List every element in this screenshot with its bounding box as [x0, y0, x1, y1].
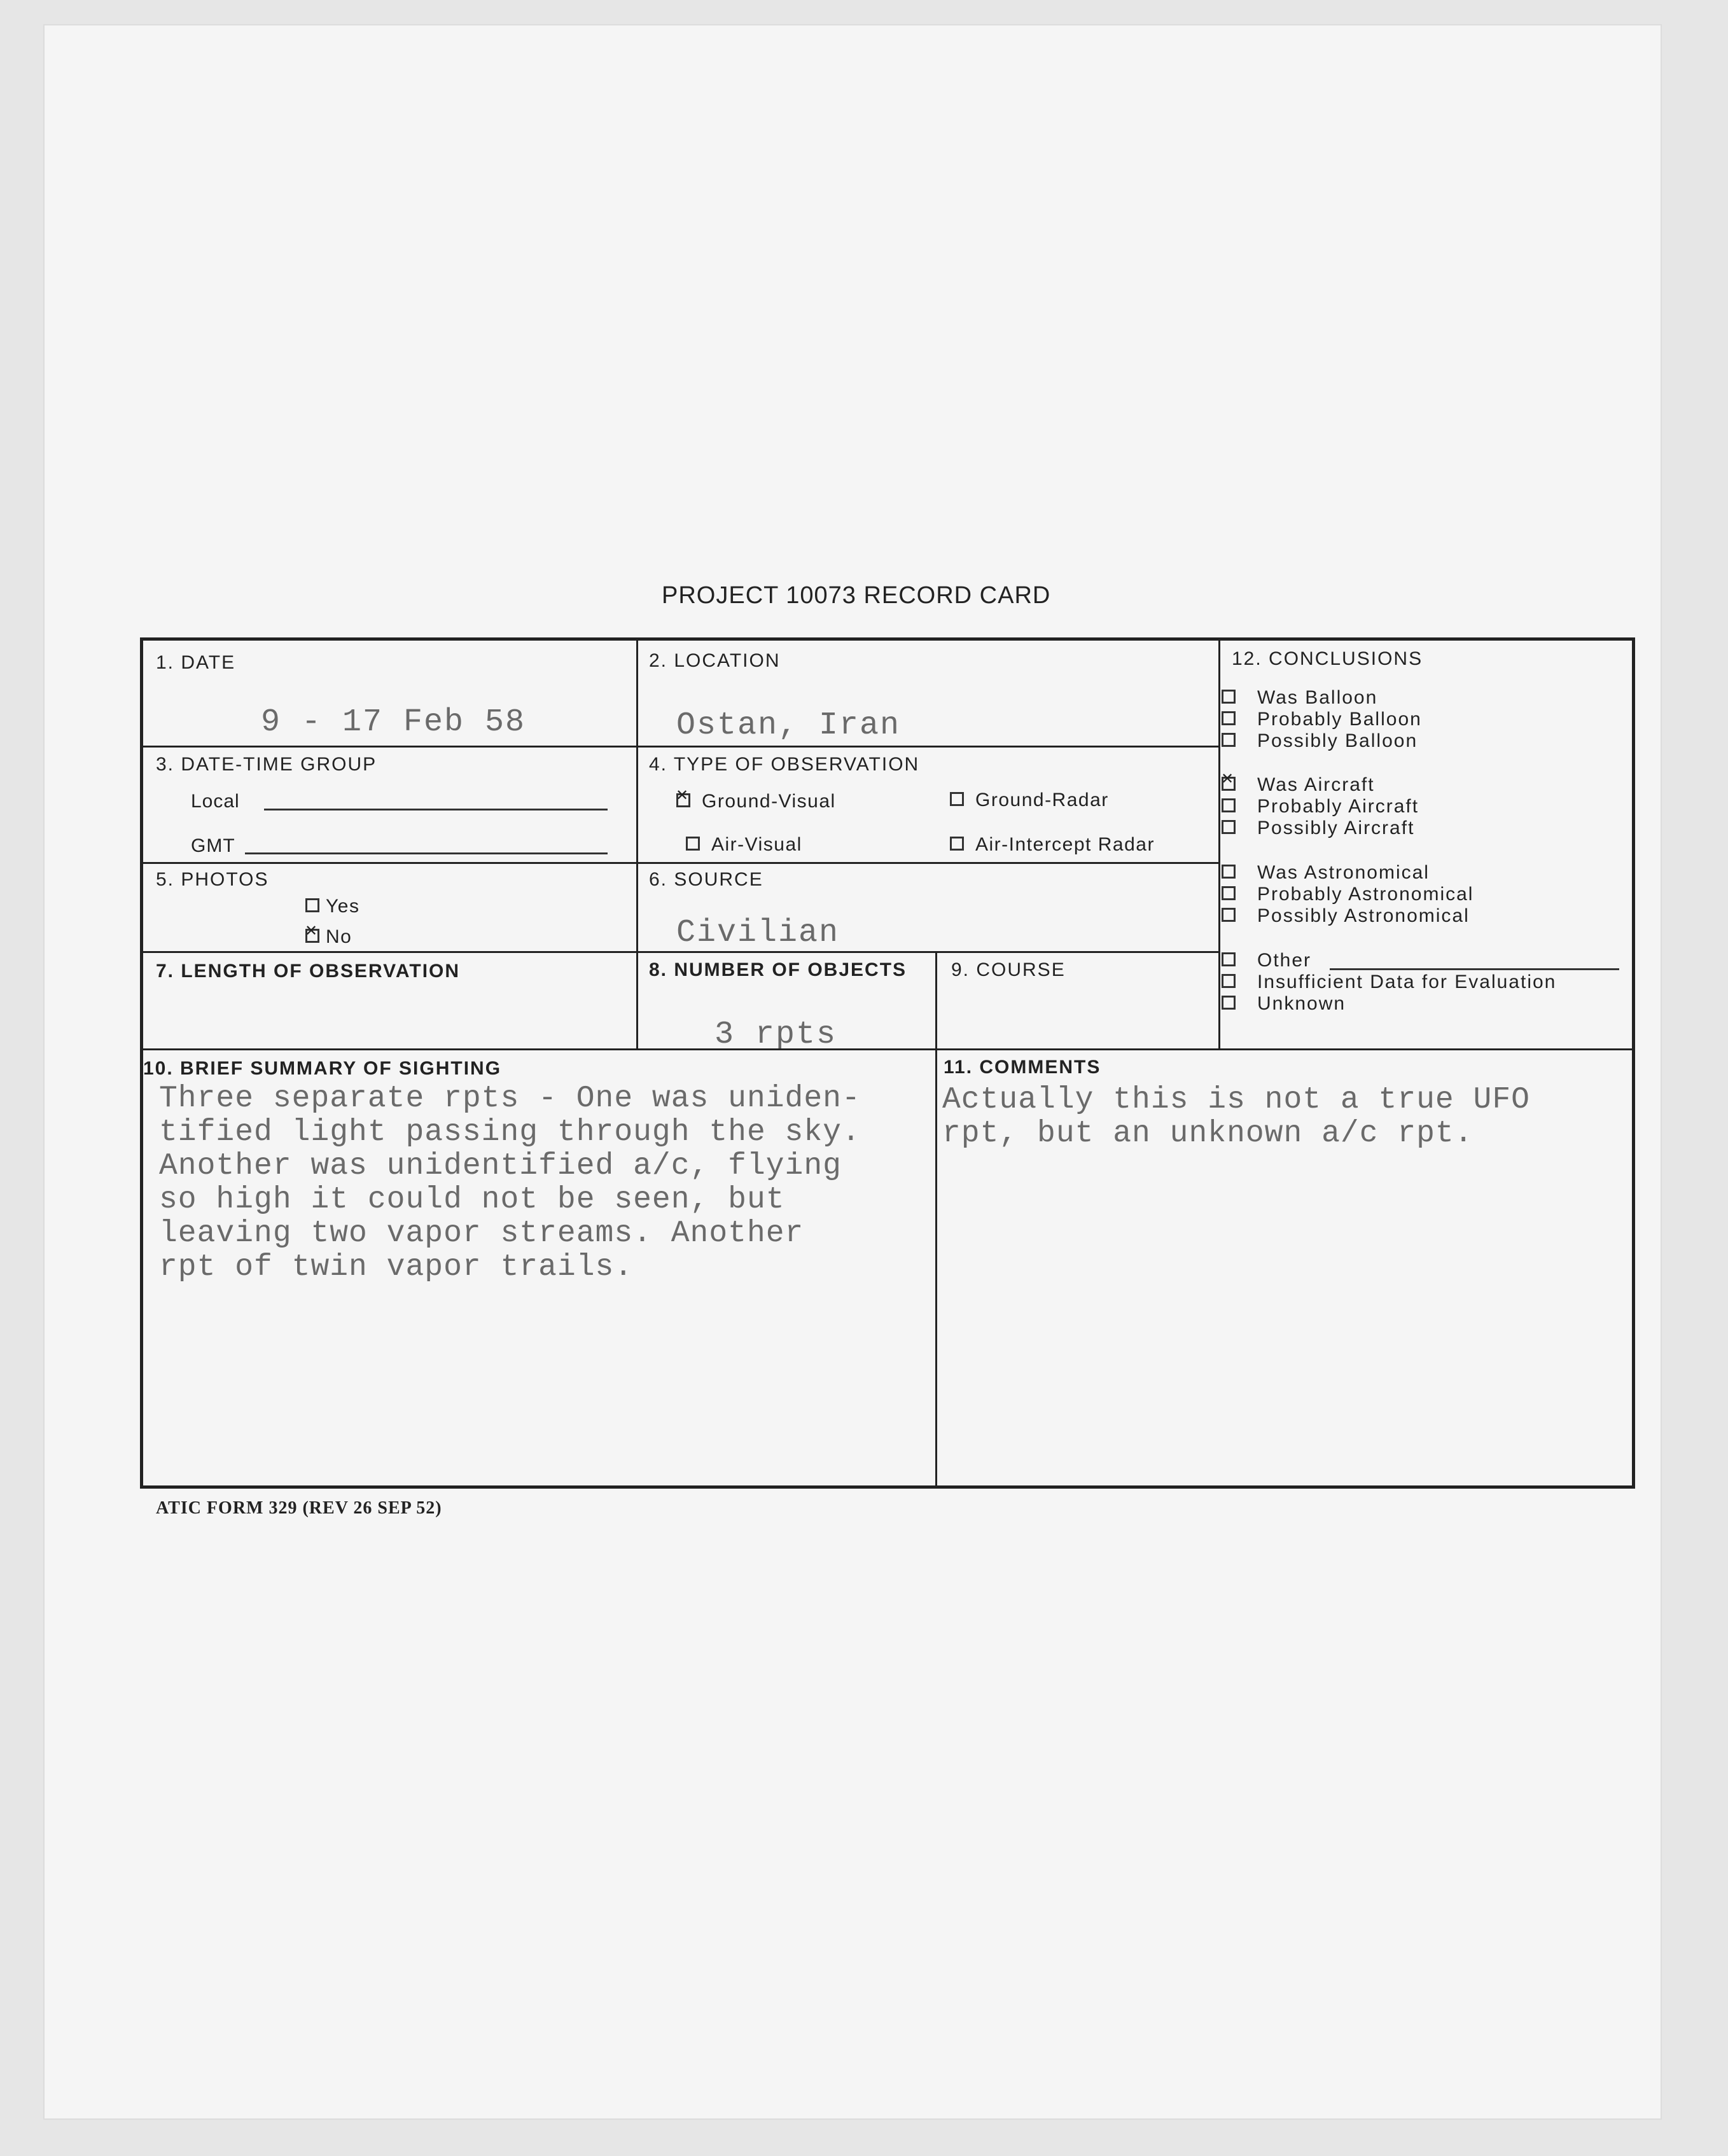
option-photos-no: ✕No [305, 926, 352, 948]
comments-cell [935, 1048, 1632, 1485]
summary-line: tified light passing through the sky. [159, 1115, 861, 1150]
checkbox-icon [1222, 996, 1236, 1010]
other-line [1330, 968, 1619, 970]
number-of-objects-value: 3 rpts [714, 1017, 837, 1053]
local-line [264, 809, 608, 810]
checkbox-icon [1222, 952, 1236, 966]
comments-line: rpt, but an unknown a/c rpt. [942, 1116, 1474, 1151]
checkbox-icon-checked [305, 929, 319, 943]
conclusions-label: 12. CONCLUSIONS [1232, 648, 1423, 669]
source-value: Civilian [676, 915, 840, 951]
gmt-line [245, 852, 608, 854]
conclusion-possibly-astronomical: Possibly Astronomical [1222, 905, 1470, 927]
type-of-observation-cell [636, 746, 1218, 862]
date-time-group-cell [143, 746, 636, 862]
summary-line: so high it could not be seen, but [159, 1183, 785, 1217]
checkbox-icon [1222, 886, 1236, 900]
checkbox-icon [950, 792, 964, 806]
conclusion-was-aircraft: ✕Was Aircraft [1222, 774, 1375, 796]
conclusion-probably-aircraft: Probably Aircraft [1222, 796, 1419, 817]
conclusion-possibly-balloon: Possibly Balloon [1222, 730, 1418, 752]
local-label: Local [191, 791, 240, 812]
checkbox-icon [1222, 908, 1236, 922]
date-time-group-label: 3. DATE-TIME GROUP [156, 754, 377, 775]
option-photos-yes: Yes [305, 896, 359, 917]
option-ground-radar: Ground-Radar [950, 789, 1109, 811]
checkbox-icon [1222, 974, 1236, 988]
conclusion-unknown: Unknown [1222, 993, 1346, 1015]
checkbox-icon [686, 837, 700, 851]
location-cell [636, 641, 1218, 746]
checkbox-icon [950, 837, 964, 851]
date-label: 1. DATE [156, 652, 236, 673]
option-air-intercept-radar: Air-Intercept Radar [950, 834, 1155, 856]
type-of-observation-label: 4. TYPE OF OBSERVATION [649, 754, 920, 775]
summary-line: Another was unidentified a/c, flying [159, 1149, 842, 1183]
conclusion-was-astronomical: Was Astronomical [1222, 862, 1430, 884]
record-card [140, 637, 1635, 1489]
checkbox-icon [305, 898, 319, 912]
number-of-objects-cell [636, 951, 935, 1053]
comments-text [942, 1083, 1530, 1151]
checkbox-icon-checked [676, 793, 690, 807]
conclusion-probably-balloon: Probably Balloon [1222, 709, 1422, 730]
summary-line: leaving two vapor streams. Another [159, 1216, 804, 1251]
photos-cell [143, 862, 636, 951]
card-title: PROJECT 10073 RECORD CARD [662, 582, 1051, 609]
course-cell [935, 951, 1218, 1048]
checkbox-icon [1222, 733, 1236, 747]
source-cell [636, 862, 1218, 951]
conclusion-was-balloon: Was Balloon [1222, 687, 1377, 709]
summary-line: rpt of twin vapor trails. [159, 1250, 634, 1284]
checkbox-icon [1222, 820, 1236, 834]
source-label: 6. SOURCE [649, 869, 763, 890]
summary-line: Three separate rpts - One was uniden- [159, 1081, 861, 1116]
option-ground-visual: ✕Ground-Visual [676, 791, 836, 812]
conclusion-insufficient-data: Insufficient Data for Evaluation [1222, 971, 1556, 993]
form-footer: ATIC FORM 329 (REV 26 SEP 52) [156, 1498, 442, 1518]
comments-label: 11. COMMENTS [944, 1057, 1101, 1078]
summary-text [159, 1082, 861, 1284]
conclusion-possibly-aircraft: Possibly Aircraft [1222, 817, 1414, 839]
date-value: 9 - 17 Feb 58 [261, 704, 526, 741]
checkbox-icon [1222, 798, 1236, 812]
date-cell [143, 641, 636, 746]
summary-label: 10. BRIEF SUMMARY OF SIGHTING [143, 1058, 502, 1079]
location-value: Ostan, Iran [676, 707, 901, 744]
gmt-label: GMT [191, 835, 235, 856]
location-label: 2. LOCATION [649, 650, 781, 671]
option-air-visual: Air-Visual [686, 834, 802, 856]
checkbox-icon [1222, 865, 1236, 879]
number-of-objects-label: 8. NUMBER OF OBJECTS [649, 959, 907, 980]
checkbox-icon [1222, 690, 1236, 704]
summary-cell [143, 1048, 935, 1485]
course-label: 9. COURSE [951, 959, 1066, 980]
photos-label: 5. PHOTOS [156, 869, 269, 890]
conclusion-other: Other [1222, 950, 1311, 971]
checkbox-icon-checked [1222, 777, 1236, 791]
conclusion-probably-astronomical: Probably Astronomical [1222, 884, 1474, 905]
length-of-observation-label: 7. LENGTH OF OBSERVATION [156, 961, 461, 982]
checkbox-icon [1222, 711, 1236, 725]
comments-line: Actually this is not a true UFO [942, 1083, 1530, 1117]
length-of-observation-cell [143, 951, 636, 1048]
